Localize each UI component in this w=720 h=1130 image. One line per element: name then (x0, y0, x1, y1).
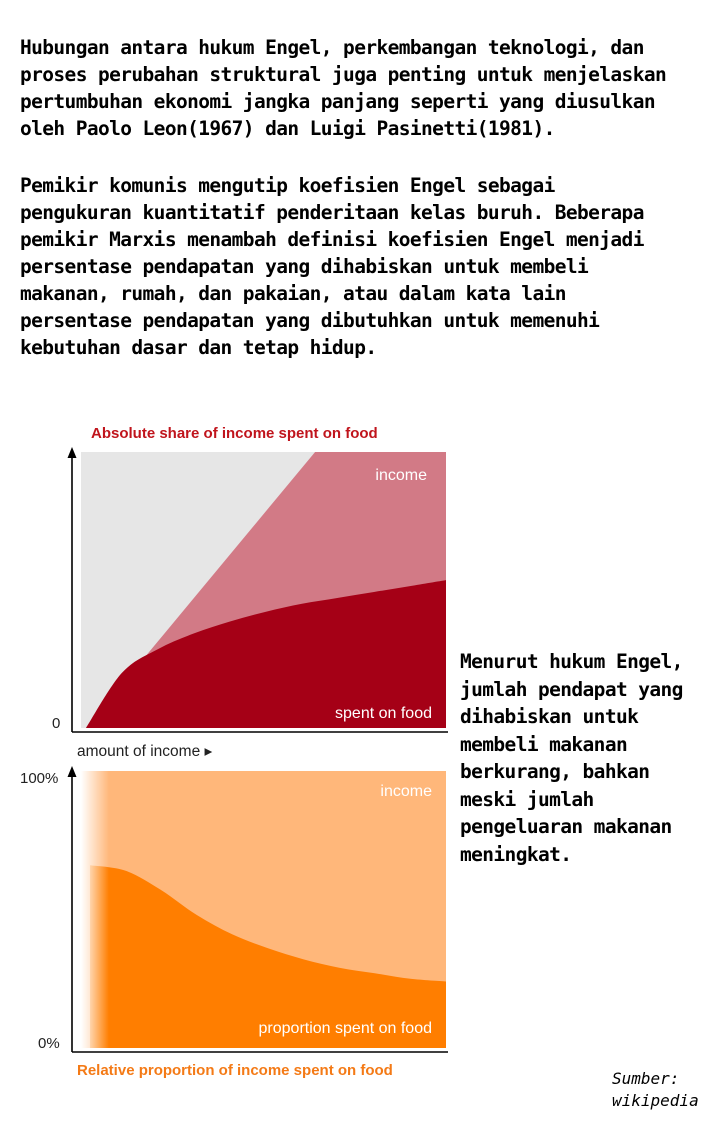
engel-chart (0, 400, 460, 1090)
rel-bottom-label: 0% (38, 1035, 60, 1052)
source-credit: Sumber: wikipedia (612, 1069, 699, 1110)
rel-chart-title: Relative proportion of income spent on food (77, 1062, 393, 1079)
intro-paragraph: Hubungan antara hukum Engel, perkembangan teknologi, dan proses perubahan struktural juga penting untuk menjelaskan pertumbuhan ekonomi jangka panjang seperti yang diusulkan oleh Paolo Leon(1967) dan Luigi Pasinetti(1981). (20, 36, 667, 140)
abs-x-axis-label: amount of income ▸ (77, 743, 213, 760)
abs-origin-label: 0 (52, 715, 61, 732)
abs-food-label: spent on food (335, 705, 432, 722)
rel-fade-edge (81, 771, 109, 1048)
rel-y-axis-arrow (68, 766, 77, 777)
abs-y-axis-arrow (68, 447, 77, 458)
marxist-paragraph: Pemikir komunis mengutip koefisien Engel sebagai pengukuran kuantitatif penderitaan kelas buruh. Beberapa pemikir Marxis menambah definisi koefisien Engel menjadi persentase pendapatan yang dihabiskan untuk membeli makanan, rumah, dan pakaian, atau dalam kata lain persentase pendapatan yang dibutuhkan untuk memenuhi kebutuhan dasar dan tetap hidup. (20, 174, 644, 359)
abs-chart-title: Absolute share of income spent on food (91, 425, 378, 442)
rel-food-label: proportion spent on food (258, 1020, 432, 1037)
rel-income-label: income (380, 783, 432, 800)
engel-law-note: Menurut hukum Engel, jumlah pendapat yang dihabiskan untuk membeli makanan berkurang, bahkan meski jumlah pengeluaran makanan meningkat. (460, 650, 683, 866)
abs-income-label: income (375, 467, 427, 484)
rel-top-label: 100% (20, 770, 59, 787)
